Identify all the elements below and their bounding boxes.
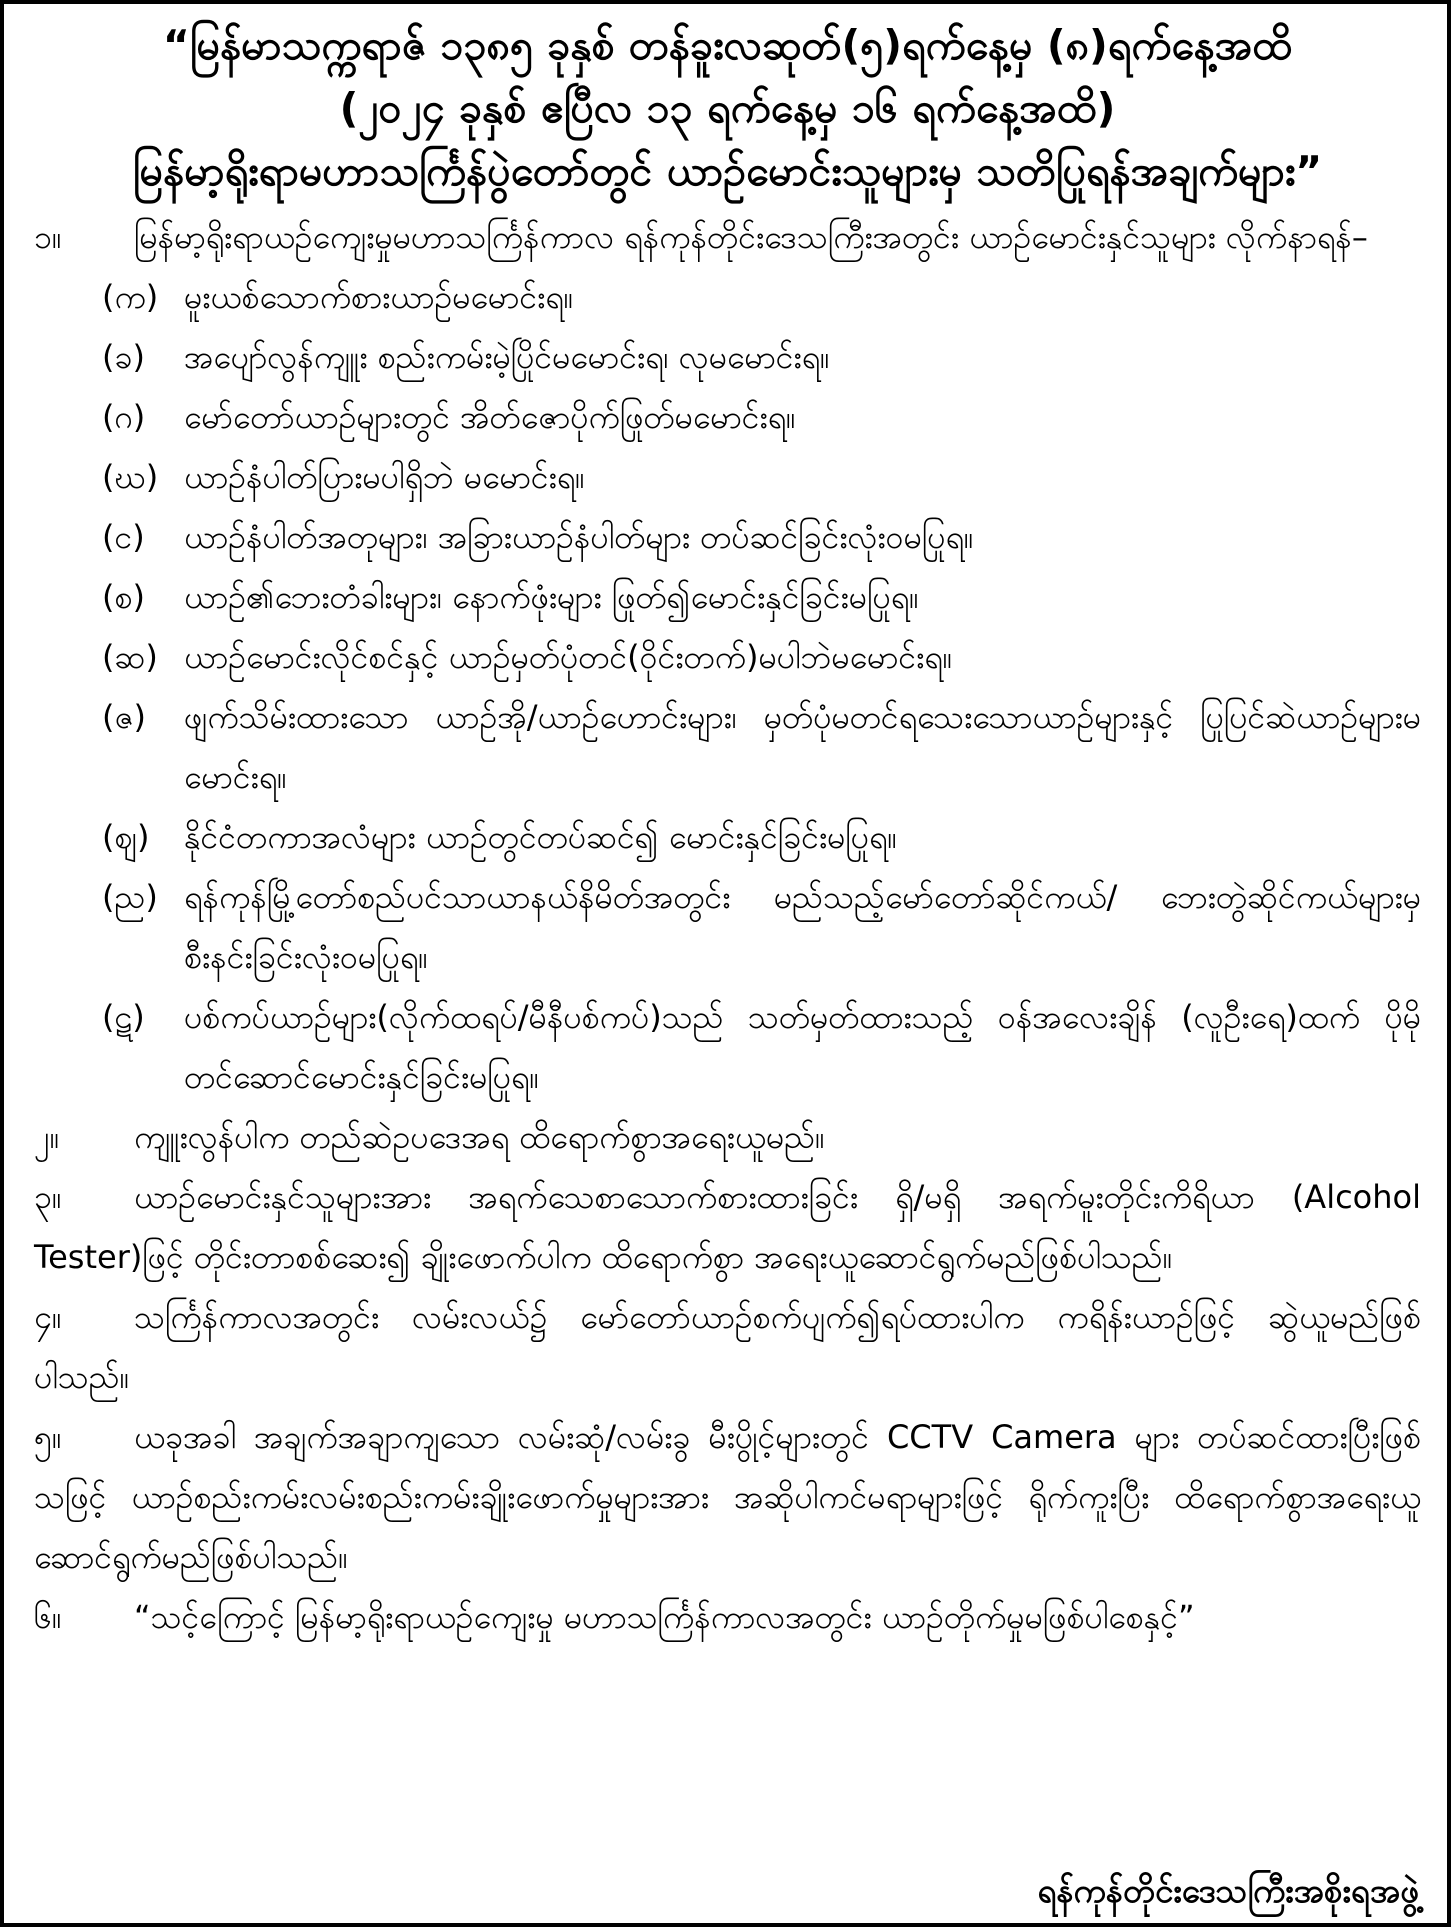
rule-item	[34, 687, 1421, 807]
rule-marker: (က)	[102, 278, 159, 316]
rule-text: နိုင်ငံတကာအလံများ ယာဉ်တွင်တပ်ဆင်၍ မောင်းနှင်ခြင်းမပြုရ။	[184, 818, 898, 856]
paragraph-text: ယခုအခါ အချက်အချာကျသော လမ်းဆုံ/လမ်းခွ မီးပွိုင့်များတွင် CCTV Camera များ တပ်ဆင်ထားပြီးဖြစ်သဖြင့် ယာဉ်စည်းကမ်းလမ်းစည်းကမ်းချိုးဖောက်မှုများအား အဆိုပါကင်မရာများဖြင့် ရိုက်ကူးပြီး ထိရောက်စွာအရေးယူဆောင်ရွက်မည်ဖြစ်ပါသည်။	[34, 1418, 1421, 1576]
rule-text: မော်တော်ယာဉ်များတွင် အိတ်ဇောပိုက်ဖြုတ်မမောင်းရ။	[184, 398, 796, 436]
rule-item	[34, 327, 1421, 387]
rule-text: ယာဉ်၏ဘေးတံခါးများ၊ နောက်ဖုံးများ ဖြုတ်၍မောင်းနှင်ခြင်းမပြုရ။	[184, 578, 919, 616]
rule-item	[34, 987, 1421, 1107]
rule-marker: (ဃ)	[102, 458, 159, 496]
title-line: (၂၀၂၄ ခုနှစ် ဧပြီလ ၁၃ ရက်နေ့မှ ၁၆ ရက်နေ့အထိ)	[339, 84, 1116, 132]
paragraph-number: ၄။	[34, 1298, 62, 1336]
rule-marker: (ဇ)	[102, 698, 146, 736]
rule-marker: (ခ)	[102, 338, 145, 376]
paragraph-2	[34, 1107, 1421, 1167]
rule-item	[34, 387, 1421, 447]
paragraph-text: ယာဉ်မောင်းနှင်သူများအား အရက်သေစာသောက်စားထားခြင်း ရှိ/မရှိ အရက်မူးတိုင်းကိရိယာ (Alcohol Tester)ဖြင့် တိုင်းတာစစ်ဆေး၍ ချိုးဖောက်ပါက ထိရောက်စွာ အရေးယူဆောင်ရွက်မည်ဖြစ်ပါသည်။	[34, 1178, 1421, 1276]
rule-item	[34, 867, 1421, 987]
rule-item	[34, 567, 1421, 627]
paragraph-number: ၃။	[34, 1178, 62, 1216]
rule-marker: (စ)	[102, 578, 145, 616]
paragraph-text: ကျူးလွန်ပါက တည်ဆဲဥပဒေအရ ထိရောက်စွာအရေးယူမည်။	[134, 1118, 825, 1156]
rule-item	[34, 267, 1421, 327]
rule-text: ရန်ကုန်မြို့တော်စည်ပင်သာယာနယ်နိမိတ်အတွင်း မည်သည့်မော်တော်ဆိုင်ကယ်/ ဘေးတွဲဆိုင်ကယ်များမှ စီးနင်းခြင်းလုံးဝမပြုရ။	[184, 878, 1421, 976]
paragraph-1	[34, 207, 1421, 267]
paragraph-text: “သင့်ကြောင့် မြန်မာ့ရိုးရာယဉ်ကျေးမှု မဟာသင်္ကြန်ကာလအတွင်း ယာဉ်တိုက်မှုမဖြစ်ပါစေနှင့်”	[134, 1598, 1195, 1636]
rule-text: ပစ်ကပ်ယာဉ်များ(လိုက်ထရပ်/မီနီပစ်ကပ်)သည် သတ်မှတ်ထားသည့် ဝန်အလေးချိန် (လူဦးရေ)ထက် ပိုမိုတင်ဆောင်မောင်းနှင်ခြင်းမပြုရ။	[184, 998, 1421, 1096]
rule-marker: (ည)	[102, 878, 158, 916]
rule-text: ဖျက်သိမ်းထားသော ယာဉ်အို/ယာဉ်ဟောင်းများ၊ မှတ်ပုံမတင်ရသေးသောယာဉ်များနှင့် ပြုပြင်ဆဲယာဉ်များမမောင်းရ။	[184, 698, 1421, 796]
rule-text: မူးယစ်သောက်စားယာဉ်မမောင်းရ။	[184, 278, 574, 316]
paragraph-3	[34, 1167, 1421, 1287]
rule-item	[34, 807, 1421, 867]
paragraph-6	[34, 1587, 1421, 1647]
rule-text: အပျော်လွန်ကျူး စည်းကမ်းမဲ့ပြိုင်မမောင်းရ၊ လုမမောင်းရ။	[184, 338, 830, 376]
title-line: မြန်မာ့ရိုးရာမဟာသင်္ကြန်ပွဲတော်တွင် ယာဉ်မောင်းသူများမှ သတိပြုရန်အချက်များ”	[132, 147, 1323, 195]
notice-title	[34, 14, 1421, 203]
paragraph-5	[34, 1407, 1421, 1587]
paragraph-number: ၂။	[34, 1118, 60, 1156]
rule-marker: (ဋ)	[102, 998, 145, 1036]
title-line: “မြန်မာသက္ကရာဇ် ၁၃၈၅ ခုနှစ် တန်ခူးလဆုတ်(၅)ရက်နေ့မှ (၈)ရက်နေ့အထိ	[162, 21, 1293, 69]
rule-text: ယာဉ်နံပါတ်အတုများ၊ အခြားယာဉ်နံပါတ်များ တပ်ဆင်ခြင်းလုံးဝမပြုရ။	[184, 518, 974, 556]
issuer-signature: ရန်ကုန်တိုင်းဒေသကြီးအစိုးရအဖွဲ့	[1037, 1871, 1419, 1910]
rule-marker: (ဆ)	[102, 638, 158, 676]
rule-item	[34, 507, 1421, 567]
rule-text: ယာဉ်နံပါတ်ပြားမပါရှိဘဲ မမောင်းရ။	[184, 458, 585, 496]
paragraph-number: ၆။	[34, 1598, 62, 1636]
paragraph-text: သင်္ကြန်ကာလအတွင်း လမ်းလယ်၌ မော်တော်ယာဉ်စက်ပျက်၍ရပ်ထားပါက ကရိန်းယာဉ်ဖြင့် ဆွဲယူမည်ဖြစ်ပါသည်။	[34, 1298, 1421, 1396]
paragraph-4	[34, 1287, 1421, 1407]
rule-marker: (ဂ)	[102, 398, 146, 436]
paragraph-text: မြန်မာ့ရိုးရာယဉ်ကျေးမှုမဟာသင်္ကြန်ကာလ ရန်ကုန်တိုင်းဒေသကြီးအတွင်း ယာဉ်မောင်းနှင်သူများ လိုက်နာရန်–	[134, 218, 1368, 256]
rule-marker: (ဈ)	[102, 818, 150, 856]
rule-item	[34, 447, 1421, 507]
rule-marker: (င)	[102, 518, 145, 556]
rule-text: ယာဉ်မောင်းလိုင်စင်နှင့် ယာဉ်မှတ်ပုံတင်(ဝိုင်းတက်)မပါဘဲမမောင်းရ။	[184, 638, 953, 676]
rule-item	[34, 627, 1421, 687]
paragraph-number: ၁။	[34, 218, 62, 256]
paragraph-number: ၅။	[34, 1418, 62, 1456]
